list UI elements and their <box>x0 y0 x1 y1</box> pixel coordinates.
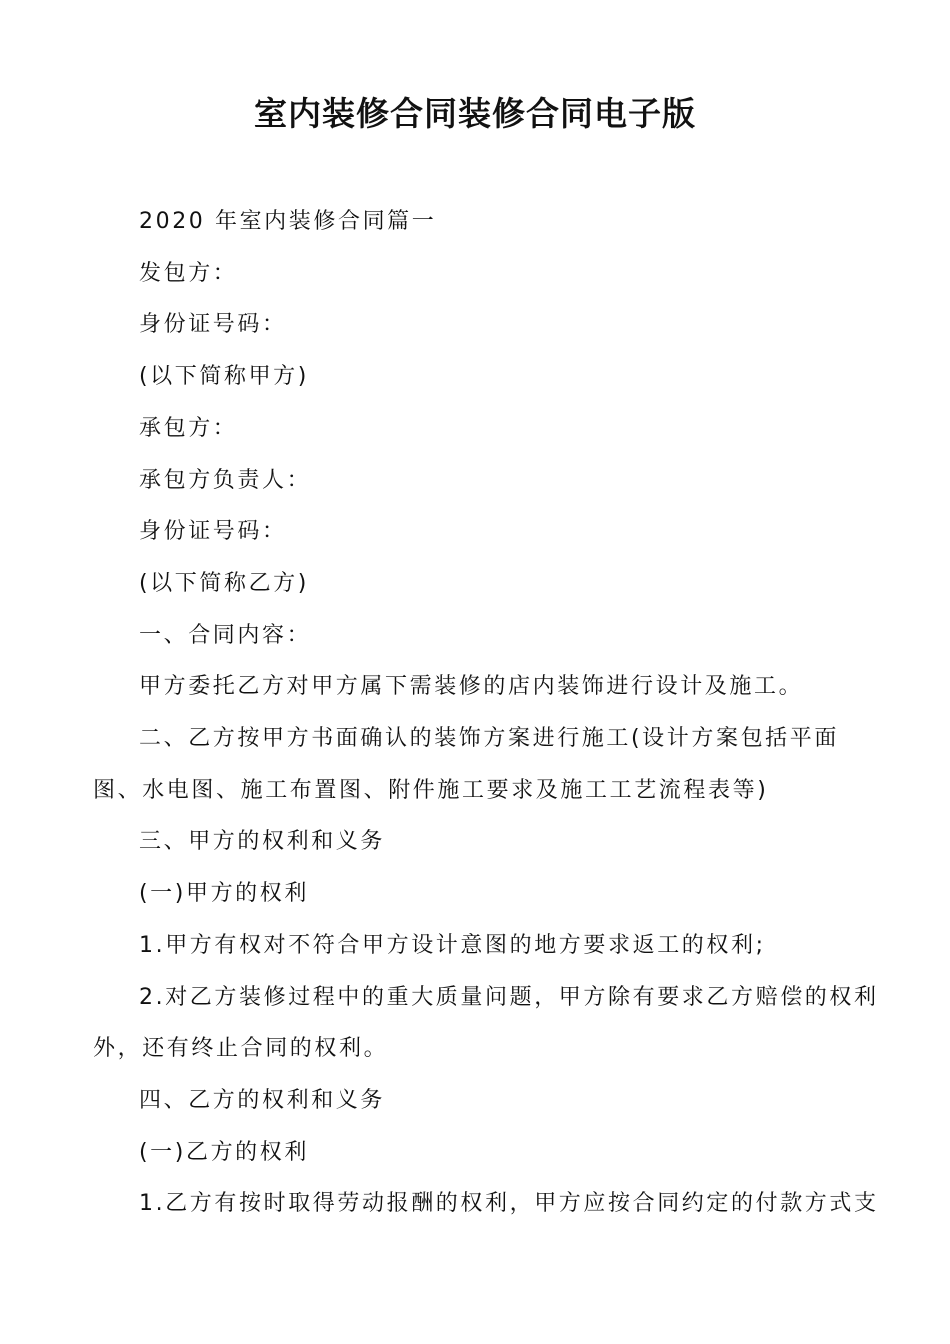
document-line: 二、乙方按甲方书面确认的装饰方案进行施工(设计方案包括平面 <box>139 726 839 752</box>
document-line: (一)甲方的权利 <box>139 881 309 907</box>
document-line: 四、乙方的权利和义务 <box>139 1087 386 1113</box>
document-title: 室内装修合同装修合同电子版 <box>254 94 696 133</box>
document-line: 承包方负责人： <box>139 467 312 493</box>
document-line: 一、合同内容： <box>139 622 312 648</box>
document-line: 2020 年室内装修合同篇一 <box>139 209 437 234</box>
document-line: 身份证号码： <box>139 519 287 545</box>
document-line: 发包方： <box>139 260 238 286</box>
document-line: 图、水电图、施工布置图、附件施工要求及施工工艺流程表等) <box>93 777 769 803</box>
document-line: 1.甲方有权对不符合甲方设计意图的地方要求返工的权利; <box>139 932 766 958</box>
document-line: 2.对乙方装修过程中的重大质量问题，甲方除有要求乙方赔偿的权利 <box>139 984 879 1010</box>
document-line: (以下简称甲方) <box>139 364 309 390</box>
document-line: (一)乙方的权利 <box>139 1139 309 1165</box>
document-body <box>93 196 879 1230</box>
document-line: 外，还有终止合同的权利。 <box>93 1036 389 1062</box>
document-line: 三、甲方的权利和义务 <box>139 829 386 855</box>
document-line: (以下简称乙方) <box>139 570 309 596</box>
document-line: 1.乙方有按时取得劳动报酬的权利，甲方应按合同约定的付款方式支 <box>139 1191 879 1217</box>
document-line: 甲方委托乙方对甲方属下需装修的店内装饰进行设计及施工。 <box>139 674 804 700</box>
document-line: 承包方： <box>139 415 238 441</box>
document-line: 身份证号码： <box>139 312 287 338</box>
